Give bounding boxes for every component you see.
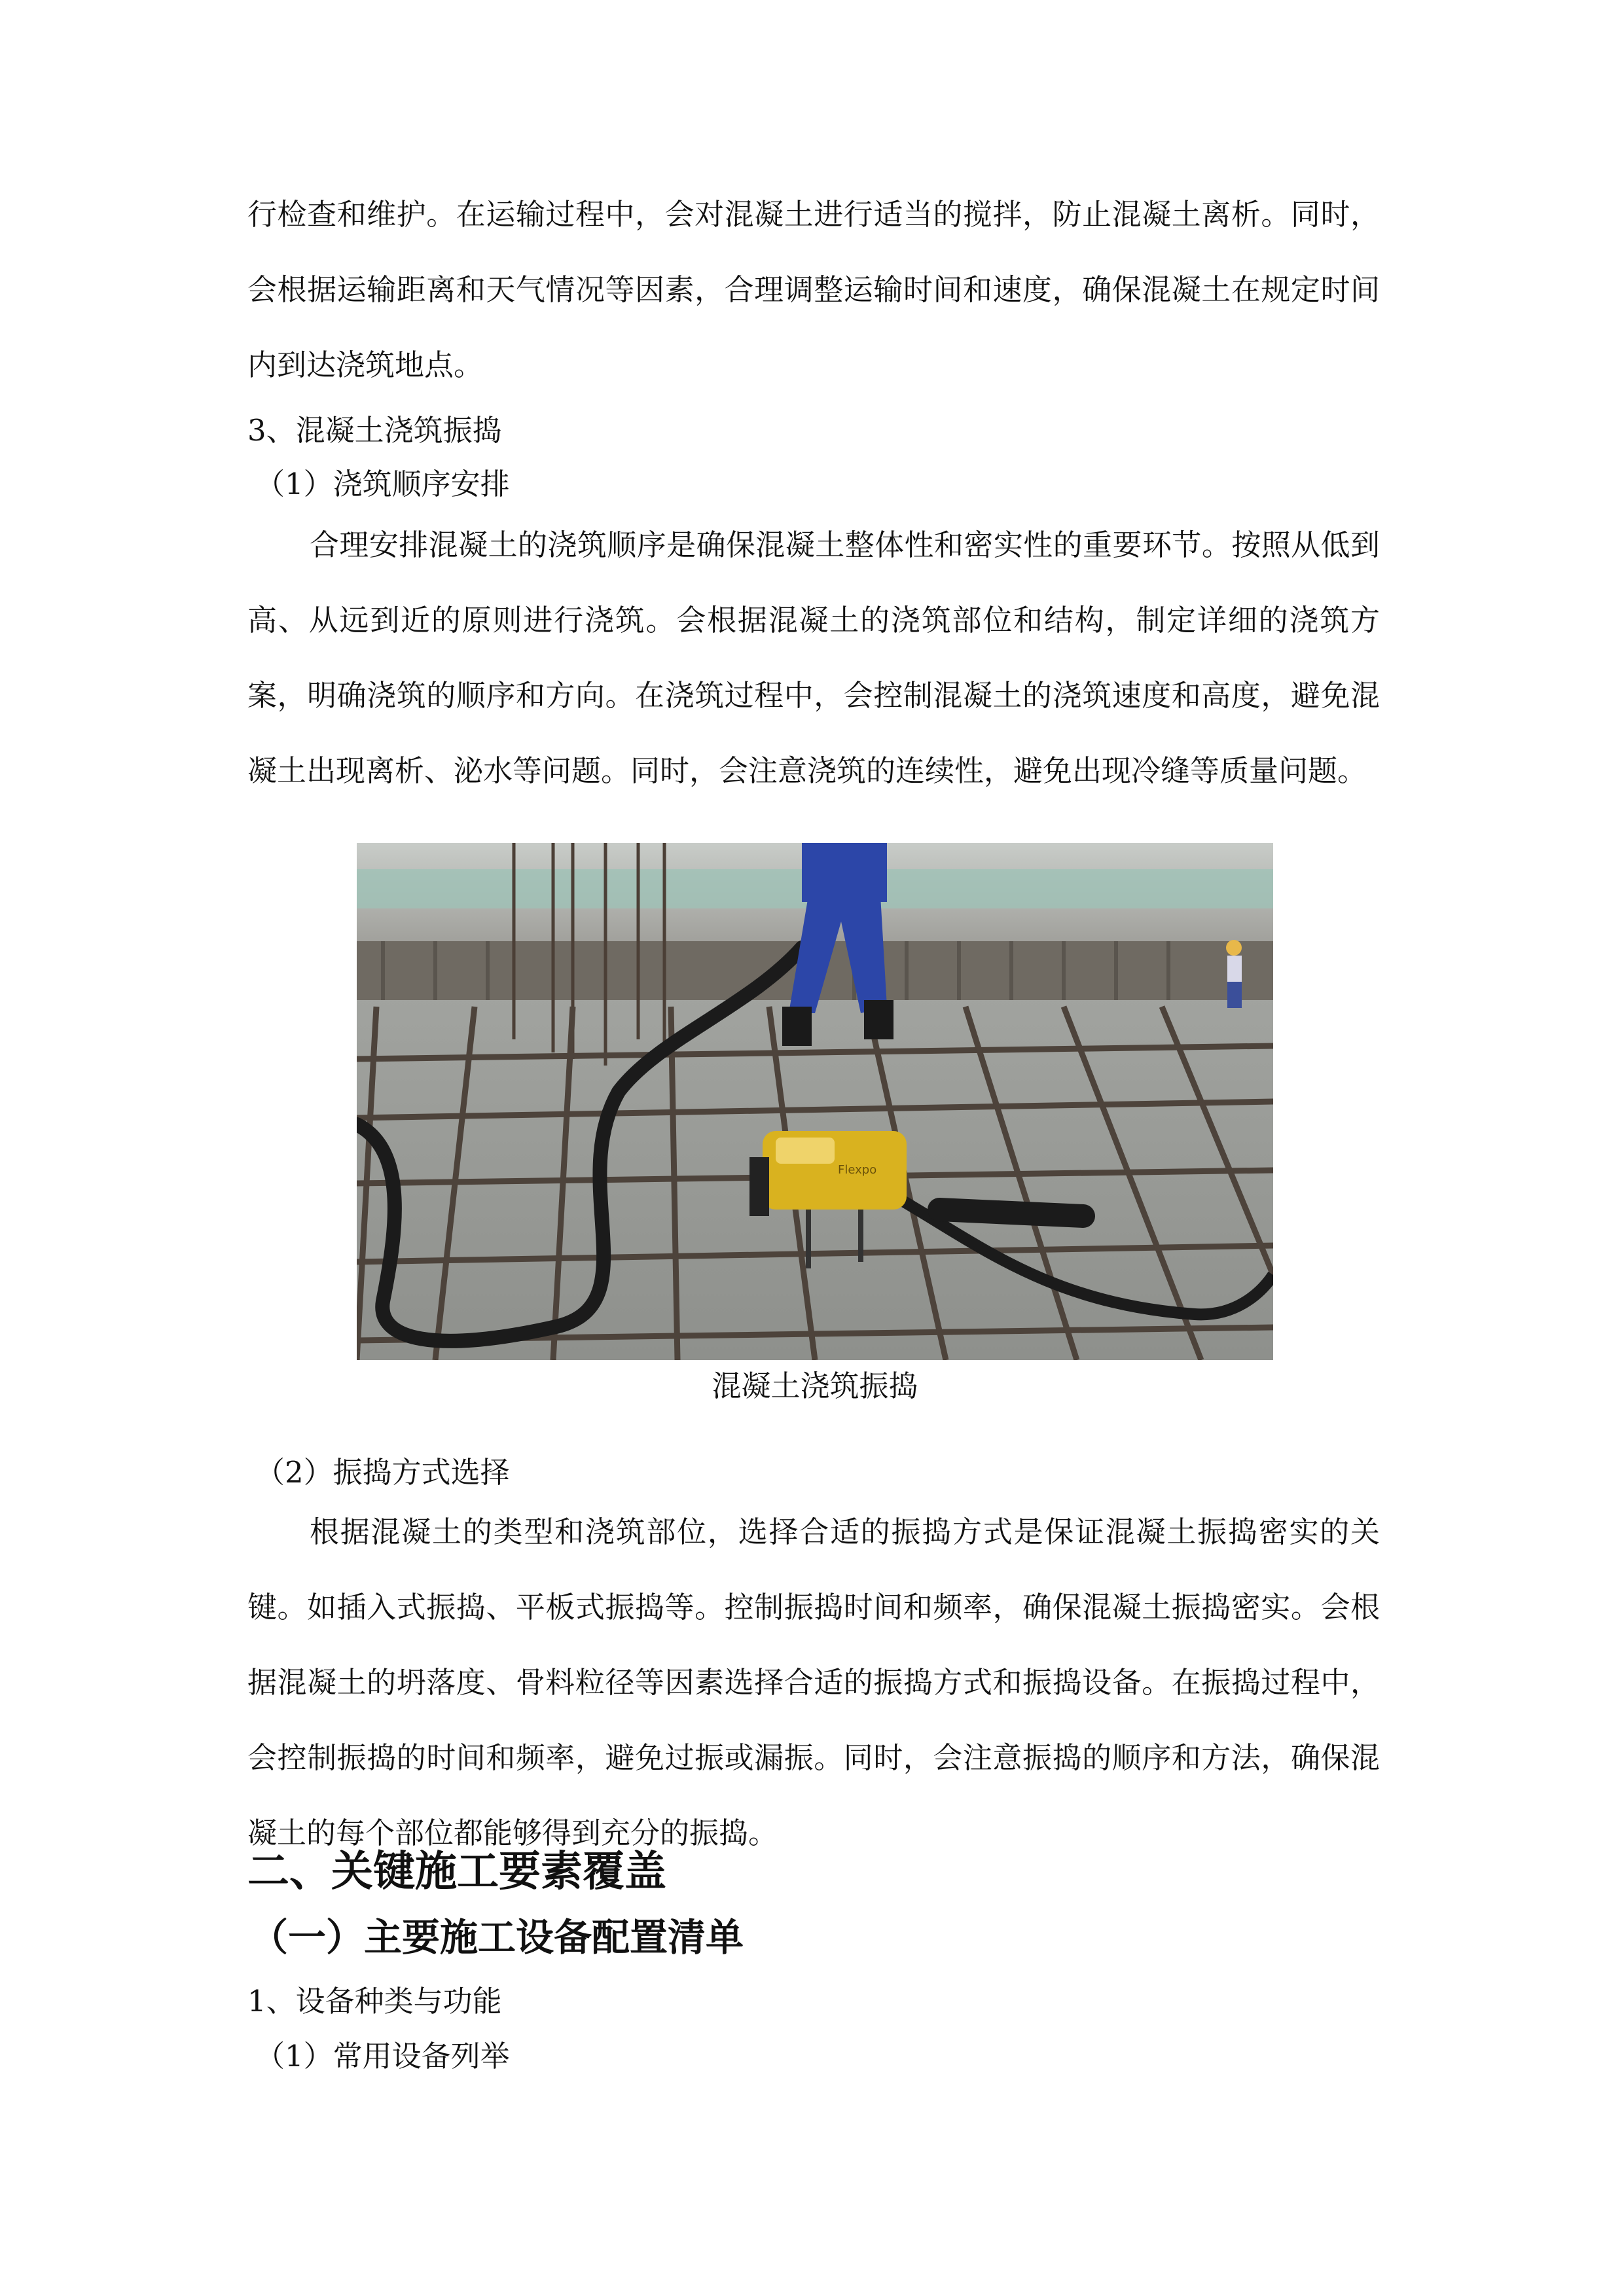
figure-caption: 混凝土浇筑振捣 bbox=[712, 1369, 918, 1403]
background-worker bbox=[1226, 940, 1242, 1008]
paragraph-pouring-sequence: 合理安排混凝土的浇筑顺序是确保混凝土整体性和密实性的重要环节。按照从低到高、从远到近的原则进行浇筑。会根据混凝土的浇筑部位和结构，制定详细的浇筑方案，明确浇筑的顺序和方向。在浇筑过程中，会控制混凝土的浇筑速度和高度，避免混凝土出现离析、泌水等问题。同时，会注意浇筑的连续性，避免出现冷缝等质量问题。 bbox=[247, 528, 1380, 788]
section-heading-3: 3、混凝土浇筑振捣 bbox=[247, 413, 502, 448]
chapter-heading: 二、关键施工要素覆盖 bbox=[247, 1848, 666, 1896]
equipment-brand-label: Flexpo bbox=[838, 1163, 877, 1177]
item-subheading-1: （1）常用设备列举 bbox=[255, 2039, 510, 2073]
paragraph-vibration-method: 根据混凝土的类型和浇筑部位，选择合适的振捣方式是保证混凝土振捣密实的关键。如插入式振捣、平板式振捣等。控制振捣时间和频率，确保混凝土振捣密实。会根据混凝土的坍落度、骨料粒径等因素选择合适的振捣方式和振捣设备。在振捣过程中，会控制振捣的时间和频率，避免过振或漏振。同时，会注意振捣的顺序和方法，确保混凝土的每个部位都能够得到充分的振捣。 bbox=[247, 1515, 1380, 1850]
item-heading-1: 1、设备种类与功能 bbox=[247, 1984, 502, 2018]
paragraph-transport: 行检查和维护。在运输过程中，会对混凝土进行适当的搅拌，防止混凝土离析。同时，会根据运输距离和天气情况等因素，合理调整运输时间和速度，确保混凝土在规定时间内到达浇筑地点。 bbox=[247, 197, 1380, 382]
concrete-vibration-photo bbox=[357, 843, 1273, 1360]
subsection-heading-2: （2）振捣方式选择 bbox=[255, 1455, 510, 1490]
photo-illustration bbox=[357, 843, 1273, 1360]
subsection-heading-1: （1）浇筑顺序安排 bbox=[255, 467, 510, 501]
chapter-subheading: （一）主要施工设备配置清单 bbox=[250, 1915, 744, 1960]
